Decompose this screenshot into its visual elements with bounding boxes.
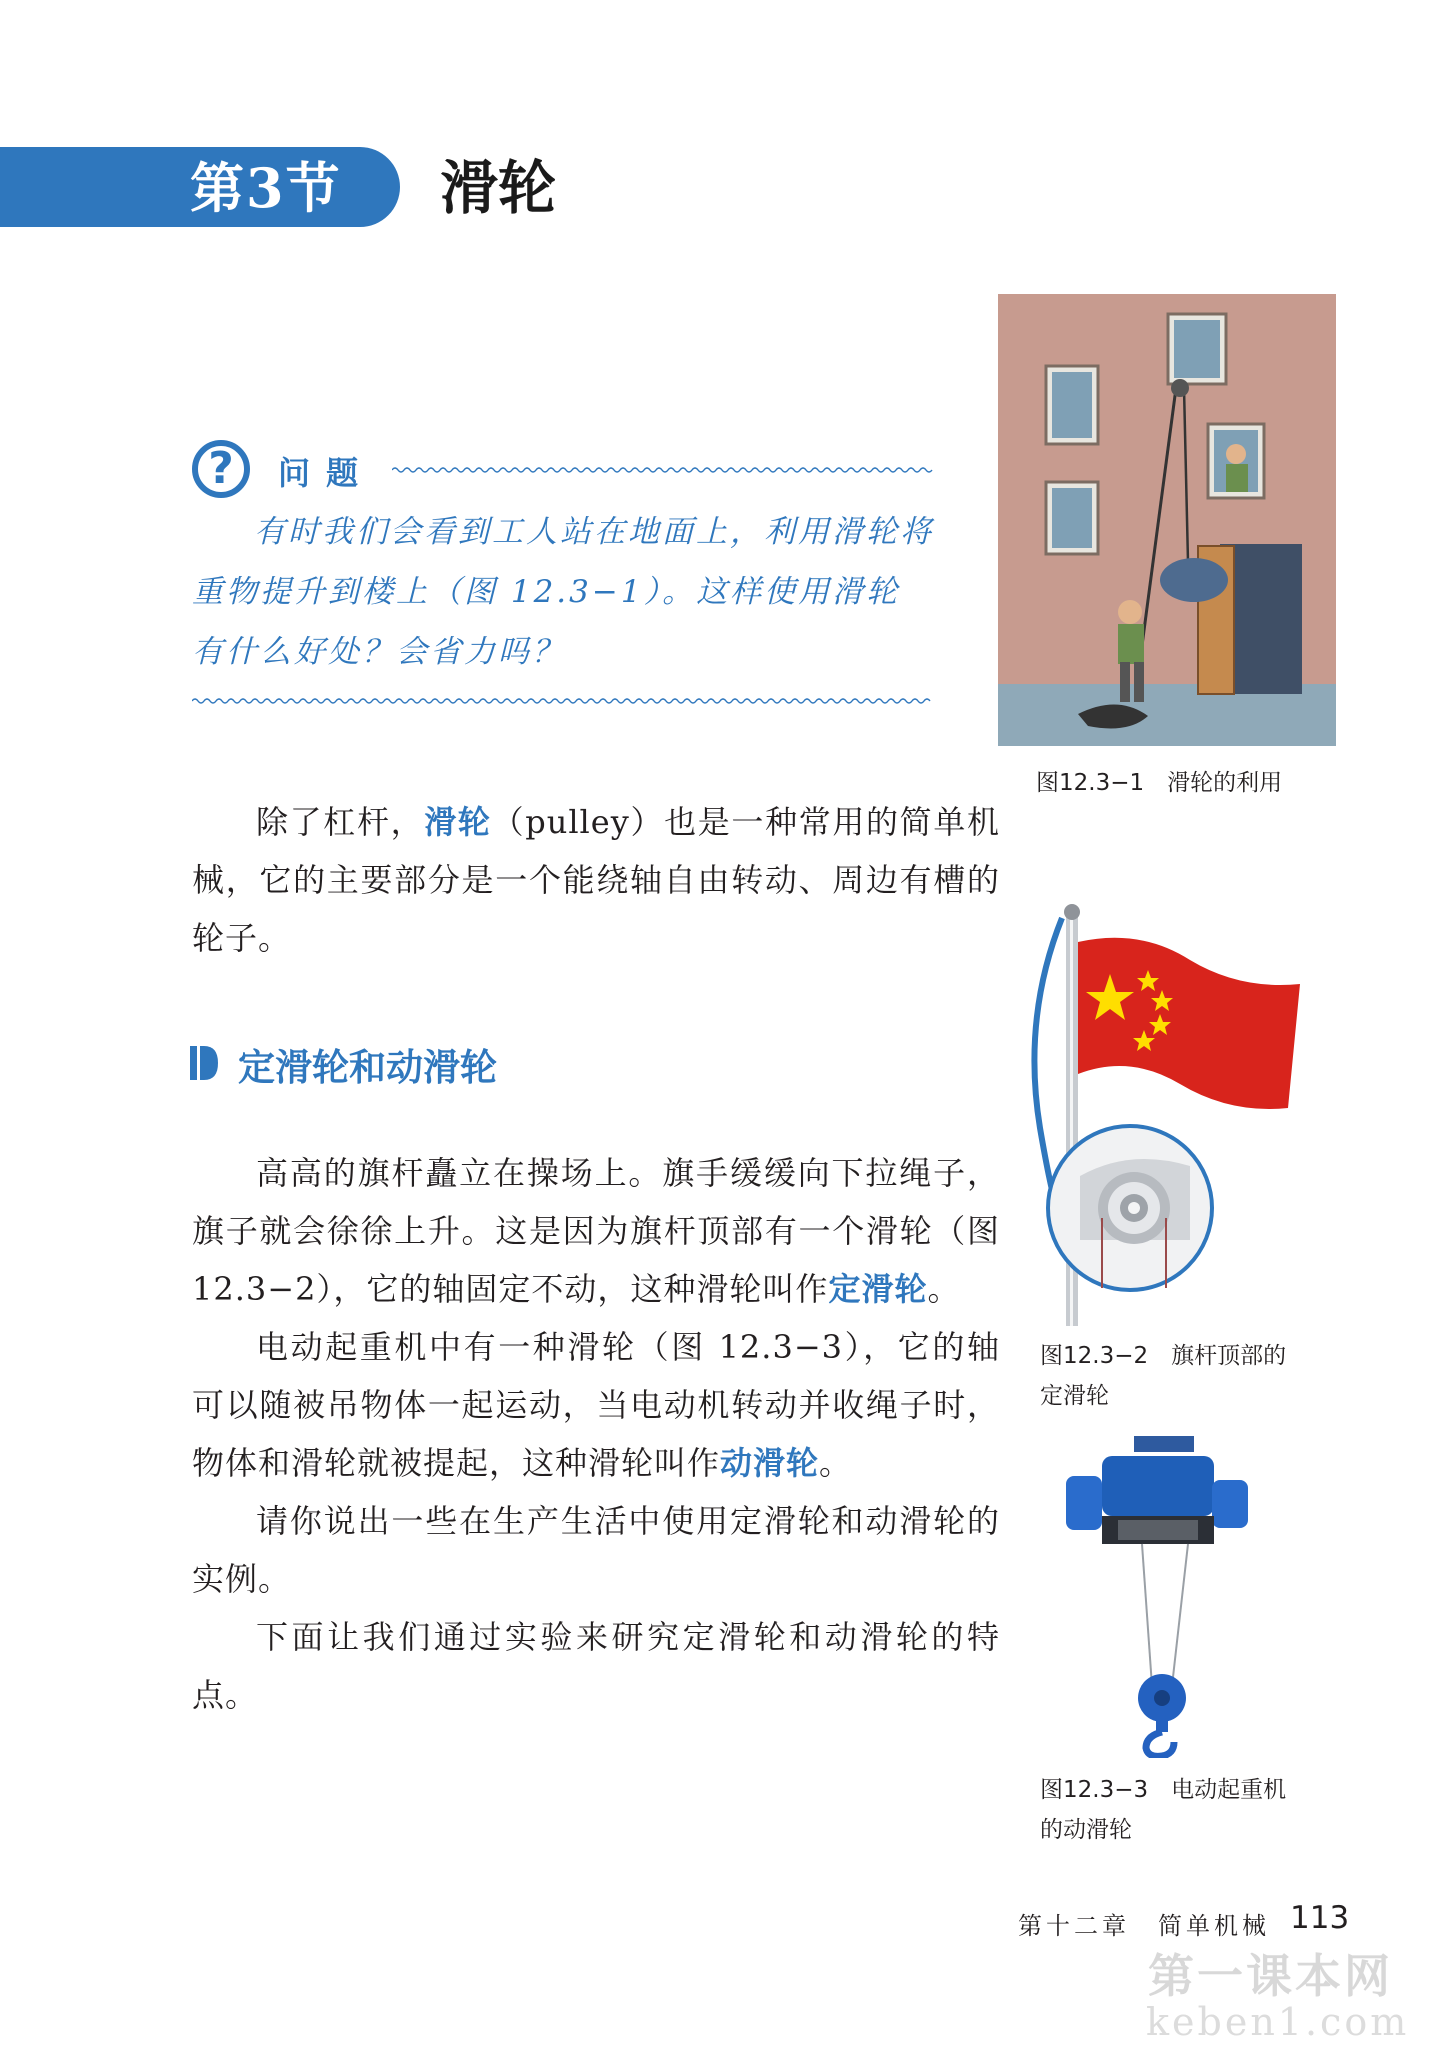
wavy-divider-bottom [192,697,934,705]
question-text: 有时我们会看到工人站在地面上，利用滑轮将重物提升到楼上（图 12.3−1）。这样使用滑轮有什么好处？会省力吗？ [192,514,934,670]
subsection-marker-icon [190,1046,218,1080]
keyword-pulley: 滑轮 [424,803,492,841]
intro-paragraph [192,793,1000,967]
keyword-movable-pulley: 动滑轮 [720,1444,820,1482]
figure-1-caption: 图12.3−1 滑轮的利用 [1036,770,1283,796]
subsection-title: 定滑轮和动滑轮 [238,1046,497,1089]
question-title: 问题 [278,454,375,492]
question-mark-icon: ? [192,440,250,498]
keyword-fixed-pulley: 定滑轮 [828,1270,928,1308]
figure-flagpole-pulley [1030,898,1320,1326]
figure-3-caption-line2: 的动滑轮 [1040,1817,1132,1843]
p2-text: 电动起重机中有一种滑轮（图 12.3−3），它的轴可以随被吊物体一起运动，当电动机转动并收绳子时，物体和滑轮就被提起，这种滑轮叫作 [192,1328,1000,1482]
footer-chapter: 第十二章 简单机械 [1018,1912,1270,1940]
page-number: 113 [1290,1900,1350,1936]
paragraph-experiment: 下面让我们通过实验来研究定滑轮和动滑轮的特点。 [192,1618,1000,1714]
paragraph-fixed-pulley [192,1144,1000,1318]
section-title: 滑轮 [440,154,557,222]
p1-end: 。 [927,1270,961,1308]
p1-text: 高高的旗杆矗立在操场上。旗手缓缓向下拉绳子，旗子就会徐徐上升。这是因为旗杆顶部有一个滑轮（图 12.3−2），它的轴固定不动，这种滑轮叫作 [192,1154,1000,1308]
figure-building-pulley [998,294,1336,746]
intro-text-post: （pulley）也是一种常用的简单机械，它的主要部分是一个能绕轴自由转动、周边有槽的轮子。 [192,803,1000,957]
paragraph-movable-pulley [192,1318,1000,1492]
section-label: 第3节 [190,156,342,220]
figure-2-caption-line2: 定滑轮 [1040,1383,1109,1409]
p2-end: 。 [819,1444,853,1482]
figure-electric-hoist [1062,1436,1262,1758]
watermark-url: keben1.com [1146,2000,1410,2044]
figure-2-caption-line1: 图12.3−2 旗杆顶部的 [1040,1343,1287,1369]
paragraph-examples: 请你说出一些在生产生活中使用定滑轮和动滑轮的实例。 [192,1502,1000,1598]
wavy-divider-top [392,466,934,474]
figure-3-caption-line1: 图12.3−3 电动起重机 [1040,1777,1287,1803]
watermark-text: 第一课本网 [1148,1949,1393,2003]
intro-text-pre: 除了杠杆， [256,803,425,841]
